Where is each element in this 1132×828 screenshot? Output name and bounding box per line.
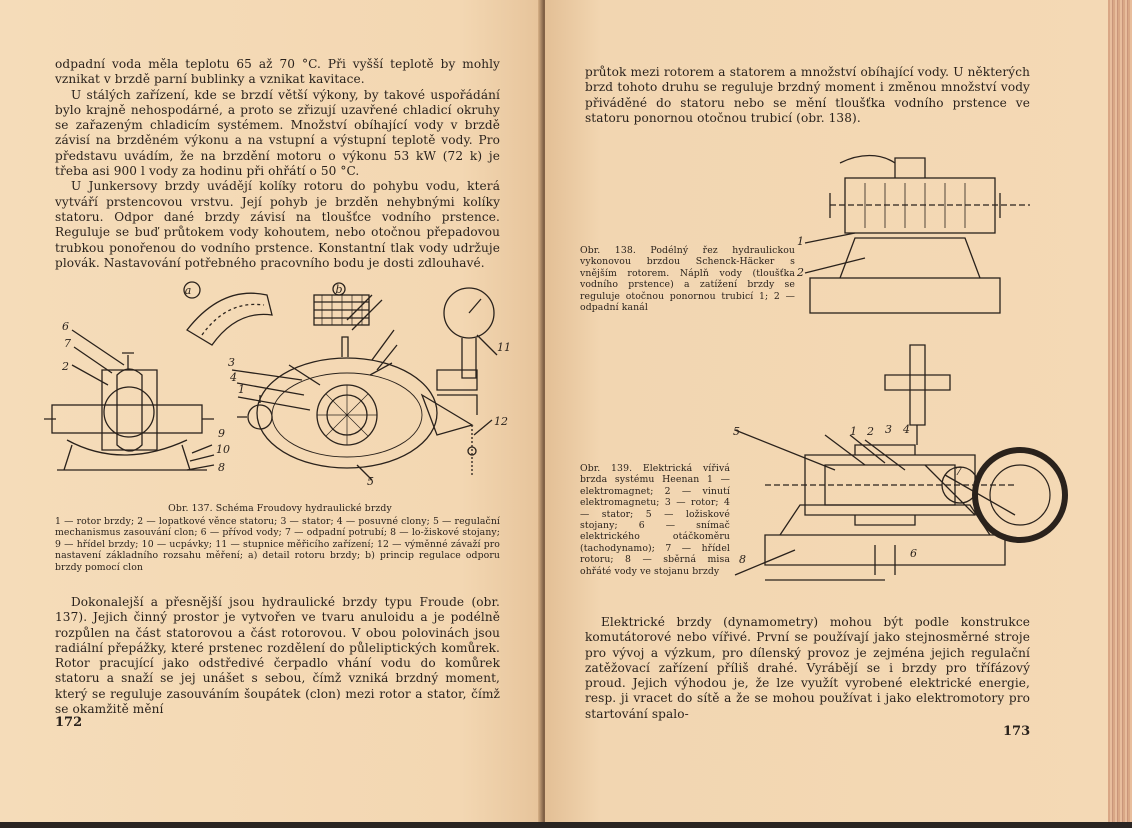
figure-label: 3 [885, 423, 892, 436]
page-number-left: 172 [55, 715, 83, 730]
figure-label: 12 [494, 415, 508, 428]
figure-label: 5 [733, 425, 740, 438]
figure-label: 9 [218, 427, 225, 440]
paragraph: průtok mezi rotorem a statorem a množství obíhající vody. U některých brzd tohoto druhu se reguluje brzdný moment i změnou množství vody přiváděné do statoru nebo se mění tloušťka vodního prstence ve statoru ponornou otočnou trubicí (obr. 138). [585, 65, 1030, 125]
left-text-block [55, 57, 500, 271]
figure-label: 3 [228, 356, 235, 369]
figure-label: 1 [797, 235, 804, 248]
figure-label: 1 [238, 383, 245, 396]
right-page [545, 0, 1108, 822]
right-text-top [585, 65, 1030, 126]
figure-label: 4 [230, 371, 237, 384]
figure-139-wheel [975, 450, 1065, 540]
figure-138-schenck-brake [785, 148, 1015, 318]
left-text-after-figure [55, 595, 500, 717]
figure-label: 11 [497, 341, 511, 354]
figure-label: a [184, 284, 192, 297]
figure-139-drawing [735, 335, 1025, 595]
figure-label: 10 [216, 443, 230, 456]
page-edges [1108, 0, 1132, 822]
figure-label: 6 [62, 320, 69, 333]
figure-label: 1 [850, 425, 857, 438]
right-text-bottom [585, 615, 1030, 722]
figure-label: 6 [910, 547, 917, 560]
figure-139-heenan-brake [735, 335, 1025, 595]
figure-label: b [335, 283, 343, 296]
figure-139-caption: Obr. 139. Elektrická vířivá brzda systému Heenan 1 — elektromagnet; 2 — vinutí elektromagnetu; 3 — rotor; 4 — stator; 5 — ložiskové stojany; 6 — snímač elektrického otáčkoměru (tachodynamo); 7 — hřídel rotoru; 8 — sběrná misa ohřáté vody ve stojanu brzdy [580, 463, 730, 577]
figure-label: 2 [867, 425, 874, 438]
figure-label: 5 [367, 475, 374, 488]
figure-138-drawing [785, 148, 1015, 318]
paragraph: Dokonalejší a přesnější jsou hydraulické brzdy typu Froude (obr. 137). Jejich činný prostor je vytvořen ve tvaru anuloidu a je podélně rozpůlen na část statorovou a část rotorovou. V obou polovinách jsou radiální přepážky, které prstenec rozdělení do půleliptických komůrek. Rotor pracující jako odstředivé čerpadlo vhání vodu do komůrek statoru a snaží se jej unášet s sebou, čímž vzniká brzdný moment, který se reguluje zasouváním šoupátek (clon) mezi rotor a stator, čímž se okamžitě mění [55, 595, 500, 717]
figure-label: 7 [64, 337, 71, 350]
figure-label: 8 [739, 553, 746, 566]
page-number-right: 173 [1003, 724, 1031, 739]
figure-137-froude-brake [42, 275, 512, 500]
paragraph: U Junkersovy brzdy uvádějí kolíky rotoru do pohybu vodu, která vytváří prstencovou vrstvu. Její pohyb je brzděn nehybnými kolíky statoru. Odpor dané brzdy závisí na tloušťce vodního prstence. Reguluje se buď průtokem vody kohoutem, nebo otočnou přepadovou trubkou ponořenou do vodního prstence. Konstantní tlak vody udržuje plovák. Nastavování potřebného pracovního bodu je dosti zdlouhavé. [55, 179, 500, 270]
figure-138-caption: Obr. 138. Podélný řez hydraulickou vykonovou brzdou Schenck-Häcker s vnějším rotorem. Náplň vody (tloušťka vodního prstence) a zatížení brzdy se reguluje otočnou ponornou trubicí 1; 2 — odpadní kanál [580, 245, 795, 314]
paragraph: U stálých zařízení, kde se brzdí větší výkony, by takové uspořádání bylo krajně nehospodárné, a proto se zřizují uzavřené chladicí okruhy se zařazeným chladicím systémem. Množství obíhající vody v brzdě závisí na brzděném výkonu a na vstupní a výstupní teplotě vody. Pro představu uvádím, že na brzdění motoru o výkonu 53 kW (72 k) je třeba asi 900 l vody za hodinu při ohřátí o 50 °C. [55, 87, 500, 179]
figure-137-drawing [42, 275, 512, 500]
figure-label: 7 [955, 465, 962, 478]
paragraph: Elektrické brzdy (dynamometry) mohou být podle konstrukce komutátorové nebo vířivé. První se používají jako stejnosměrné stroje pro vývoj a výzkum, pro dílenský provoz je zejména jejich regulační zatěžovací zařízení příliš drahé. Vyrábějí se i brzdy pro třífázový proud. Jejich výhodou je, že lze využít vyrobené elektrické energie, resp. ji vracet do sítě a že se mohou používat i jako elektromotory pro startování spalo- [585, 615, 1030, 721]
left-page [0, 0, 543, 822]
paragraph: odpadní voda měla teplotu 65 až 70 °C. Při vyšší teplotě by mohly vznikat v brzdě parní bublinky a vznikat kavitace. [55, 57, 500, 87]
figure-137-caption-title: Obr. 137. Schéma Froudovy hydraulické brzdy [168, 503, 392, 514]
figure-label: 8 [218, 461, 225, 474]
figure-label: 2 [797, 266, 804, 279]
figure-label: 4 [903, 423, 910, 436]
figure-label: 2 [62, 360, 69, 373]
figure-137-caption-body: 1 — rotor brzdy; 2 — lopatkové věnce statoru; 3 — stator; 4 — posuvné clony; 5 — regulační mechanismus zasouvání clon; 6 — přívod vody; 7 — odpadní potrubí; 8 — lo-žiskové stojany; 9 — hřídel brzdy; 10 — ucpávky; 11 — stupnice měřicího zařízení; 12 — výměnné závaží pro nastavení základního rozsahu měření; a) detail rotoru brzdy; b) princip regulace odporu brzdy pomocí clon [55, 516, 500, 573]
